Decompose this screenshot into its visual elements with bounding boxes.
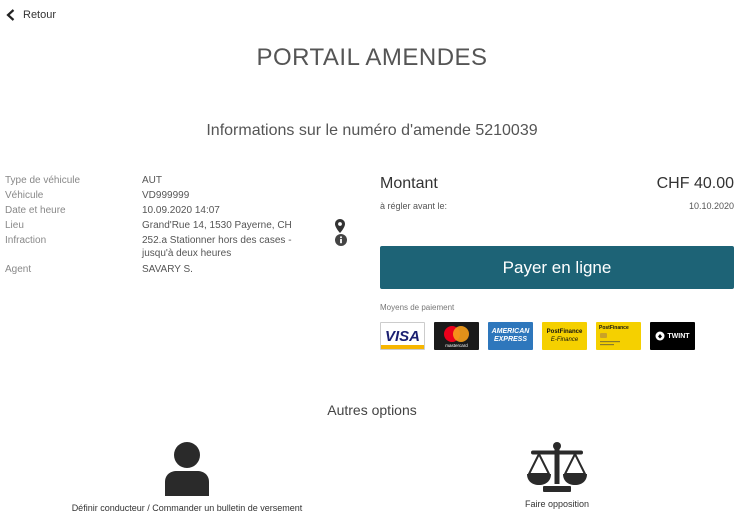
detail-value: AUT [142, 175, 162, 186]
detail-value: Grand'Rue 14, 1530 Payerne, CH [142, 220, 292, 231]
payment-methods [380, 322, 695, 350]
detail-label: Agent [5, 264, 32, 275]
detail-value: SAVARY S. [142, 264, 193, 275]
detail-label: Lieu [5, 220, 24, 231]
detail-label: Date et heure [5, 205, 66, 216]
fine-details [5, 175, 355, 279]
back-label: Retour [23, 9, 57, 21]
fine-info-heading: Informations sur le numéro d'amende 5210039 [206, 122, 538, 139]
mastercard-logo [434, 322, 479, 350]
payment-panel [380, 175, 734, 348]
detail-label: Infraction [5, 235, 47, 246]
detail-row-vehicle-type [5, 175, 355, 190]
payment-methods-label: Moyens de paiement [380, 303, 455, 312]
detail-value: VD999999 [142, 190, 190, 201]
detail-row-agent [5, 264, 355, 279]
detail-row-vehicle [5, 190, 355, 205]
due-date: 10.10.2020 [688, 201, 734, 211]
chevron-left-icon [6, 9, 15, 21]
file-objection-label: Faire opposition [524, 499, 590, 509]
detail-row-location [5, 220, 355, 235]
pay-online-button[interactable]: Payer en ligne [380, 246, 734, 289]
back-link[interactable] [6, 9, 56, 21]
detail-label: Véhicule [5, 190, 44, 201]
due-row [380, 201, 734, 211]
amount-value: CHF 40.00 [656, 175, 734, 192]
person-icon [163, 442, 211, 496]
postfinance-efinance-logo: PostFinance E-Finance [542, 322, 587, 350]
detail-label: Type de véhicule [5, 175, 81, 186]
detail-row-infraction [5, 235, 355, 264]
info-icon[interactable] [335, 234, 347, 251]
detail-value: 10.09.2020 14:07 [142, 205, 220, 216]
other-options-title: Autres options [327, 402, 417, 418]
amount-label: Montant [380, 175, 438, 192]
svg-text:PostFinance: PostFinance [599, 325, 629, 331]
postfinance-card-logo [596, 322, 641, 350]
page-title: PORTAIL AMENDES [256, 44, 488, 71]
detail-row-datetime [5, 205, 355, 220]
visa-logo: VISA [380, 322, 425, 350]
twint-logo: TWINT [650, 322, 695, 350]
file-objection-option[interactable] [410, 442, 704, 509]
american-express-logo: AMERICAN EXPRESS [488, 322, 533, 350]
define-driver-option[interactable] [40, 442, 334, 513]
detail-value: 252.a Stationner hors des cases - jusqu'à deux heures [142, 235, 292, 259]
due-label: à régler avant le: [380, 201, 448, 211]
amount-row [380, 175, 734, 193]
scales-icon [525, 442, 589, 492]
svg-text:mastercard: mastercard [445, 343, 468, 348]
define-driver-label: Définir conducteur / Commander un bulletin de versement [71, 503, 303, 513]
